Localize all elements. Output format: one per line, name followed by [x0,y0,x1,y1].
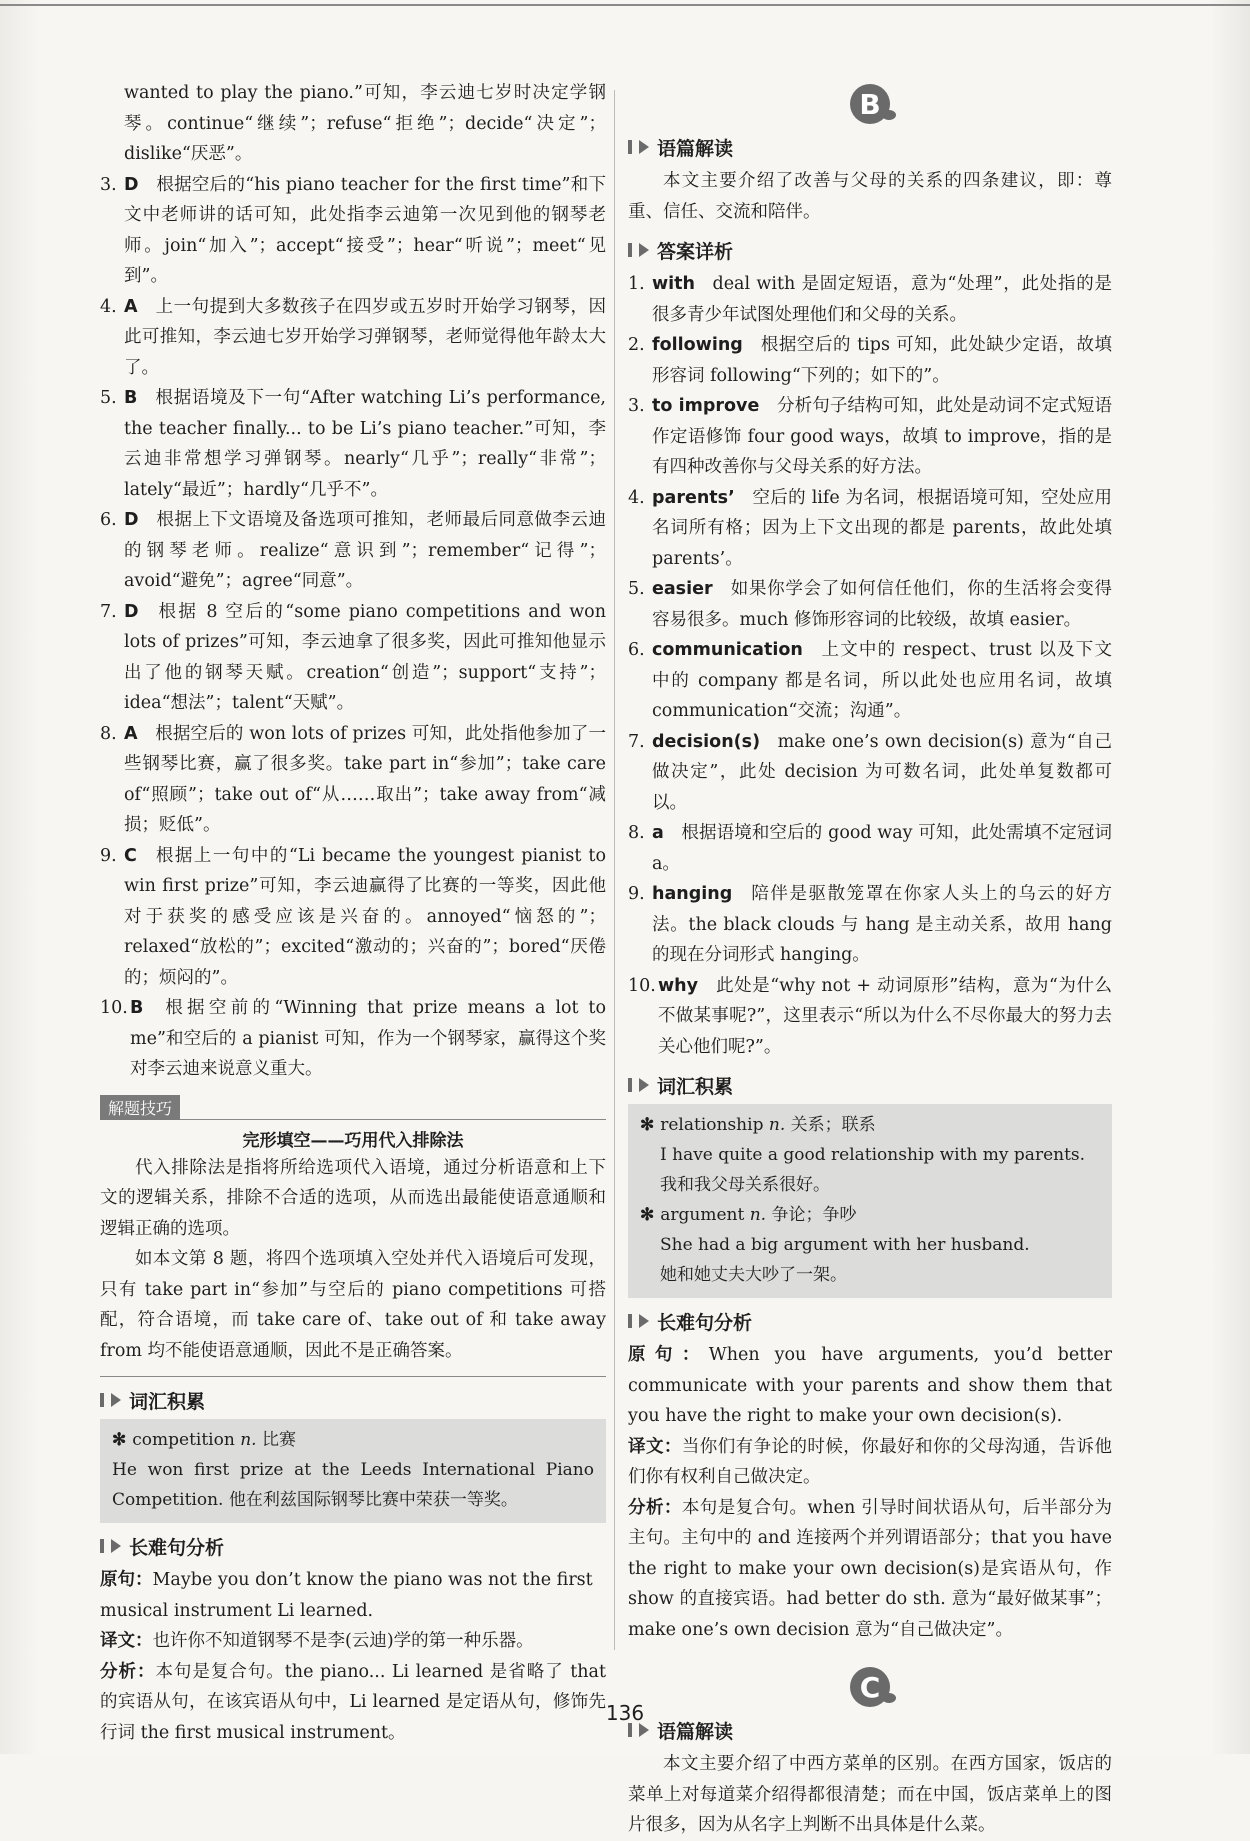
translation-text: 也许你不知道钢琴不是李(云迪)学的第一种乐器。 [152,1631,534,1651]
answer-explanation: 根据空后的 tips 可知，此处缺少定语，故填形容词 following“下列的；如下的”。 [652,335,1112,386]
answer-explanation: 根据语境及下一句“After watching Li’s performance, the teacher finally... to be Li’s piano teacher.”可知，李云迪非常想学习弹钢琴。nearly“几乎”；really“非常”；lately“最近”；hardly“几乎不”。 [124,388,606,500]
answer-key: A [124,723,138,744]
translation-label: 译文： [628,1436,682,1457]
answer-explanation: 如果你学会了如何信任他们，你的生活将会变得容易很多。much 修饰形容词的比较级，故填 easier。 [652,579,1112,630]
answer-key: to improve [652,396,760,416]
reading-heading-text: 语篇解读 [657,1720,734,1743]
vocab-heading-text: 词汇积累 [129,1390,206,1413]
section-arrow-icon [639,140,649,154]
answer-number: 4. [628,487,645,508]
answer-explanation: 分析句子结构可知，此处是动词不定式短语作定语修饰 four good ways，故填 to improve，指的是有四种改善你与父母关系的好方法。 [652,396,1112,477]
tip-title: 完形填空——巧用代入排除法 [242,1130,464,1151]
sentence-heading [100,1531,606,1561]
vocab-heading [100,1385,606,1415]
answer-gap [732,884,750,904]
asterisk-icon: ✻ [112,1430,127,1450]
answer-item [100,170,606,292]
section-marker-icon [628,243,632,257]
answer-explanation: make one’s own decision(s) 意为“自己做决定”，此处 decision 为可数名词，此处单复数都可以。 [652,731,1112,813]
answer-explanation: 根据 8 空后的“some piano competitions and won lots of prizes”可知，李云迪拿了很多奖，因此可推知他显示出了他的钢琴天赋。creation“创造”；support“支持”；idea“想法”；talent“天赋”。 [124,601,606,713]
answer-key: A [124,296,138,317]
answer-heading [628,235,1112,265]
vocab-box [100,1419,606,1523]
asterisk-icon: ✻ [640,1115,655,1135]
right-column [628,84,1112,1841]
section-arrow-icon [639,1314,649,1328]
answer-gap [139,602,157,622]
answer-item [628,818,1112,879]
vocab-word: competition [132,1430,235,1450]
vocab-example: I have quite a good relationship with my parents. [660,1145,1086,1165]
section-arrow-icon [111,1539,121,1553]
answer-key: communication [652,640,803,660]
answer-item [628,330,1112,391]
top-rule [0,4,1250,6]
tip-tag: 解题技巧 [100,1095,180,1120]
answer-key: a [652,823,664,843]
answer-explanation: 根据上下文语境及备选项可推知，老师最后同意做李云迪的钢琴老师。realize“意识到”；remember“记得”；avoid“避免”；agree“同意”。 [124,510,606,591]
answer-explanation: 此处是“why not + 动词原形”结构，意为“为什么不做某事呢?”，这里表示“所以为什么不尽你最大的努力去关心他们呢?”。 [658,975,1112,1057]
answer-key: with [652,274,695,294]
tip-section [100,1085,606,1378]
answer-gap [137,846,155,866]
vocab-entry [640,1200,1100,1230]
sentence-heading-right [628,1306,1112,1336]
answer-number: 5. [100,388,117,408]
answer-gap [137,388,155,408]
translation [100,1626,606,1657]
vocab-example-cn: 我和我父母关系很好。 [660,1175,830,1195]
asterisk-icon: ✻ [640,1205,655,1225]
answer-key: following [652,335,743,355]
answer-key: why [658,975,699,996]
answer-number: 9. [100,845,117,866]
vocab-word: argument [660,1205,745,1225]
answer-key: D [124,174,139,195]
answer-gap [138,724,156,744]
answer-gap [698,976,716,996]
vocab-example: She had a big argument with her husband. [660,1235,1030,1255]
answer-item [100,292,606,384]
answer-key: B [124,388,138,408]
original-sentence [100,1565,606,1626]
answer-gap [713,579,731,599]
answer-gap [143,998,161,1018]
section-arrow-icon [639,1723,649,1737]
answer-item [628,971,1112,1063]
tip-paragraph-1: 代入排除法是指将所给选项代入语境，通过分析语意和上下文的逻辑关系，排除不合适的选项，从而选出最能使语意通顺和逻辑正确的选项。 [100,1157,606,1239]
answer-number: 10. [628,975,656,996]
analysis-text: 本句是复合句。when 引导时间状语从句，后半部分为主句。主句中的 and 连接两个并列谓语部分；that you have the right to make your own decision(s)是宾语从句，作 show 的直接宾语。had better do sth. 意为“最好做某事”；make one’s own decision 意为“自己做决定”。 [628,1497,1112,1640]
answer-explanation: 根据空前的“Winning that prize means a lot to me”和空后的 a pianist 可知，作为一个钢琴家，赢得这个奖对李云迪来说意义重大。 [130,998,606,1079]
vocab-heading-text: 词汇积累 [657,1075,734,1098]
answer-gap [743,335,761,355]
vocab-box-right [628,1104,1112,1298]
answer-item [100,719,606,841]
answer-number: 4. [100,296,117,317]
vocab-meaning: 比赛 [261,1430,296,1450]
analysis-label: 分析： [628,1497,682,1518]
vocab-meaning: 关系；联系 [790,1115,876,1135]
answer-key: C [124,845,137,866]
answer-number: 7. [628,731,645,752]
section-marker-icon [628,1078,632,1092]
section-marker-icon [628,1314,632,1328]
answer-explanation: 陪伴是驱散笼罩在你家人头上的乌云的好方法。the black clouds 与 hang 是主动关系，故用 hang 的现在分词形式 hanging。 [652,884,1112,965]
answer-number: 1. [628,274,645,294]
answer-explanation: 根据空后的 won lots of prizes 可知，此处指他参加了一些钢琴比赛，赢了很多奖。take part in“参加”；take care of“照顾”；take out of“从……取出”；take away from“减损；贬低”。 [124,723,606,835]
answer-gap [803,640,821,660]
reading-summary-c: 本文主要介绍了中西方菜单的区别。在西方国家，饭店的菜单上对每道菜介绍得都很清楚；而在中国，饭店菜单上的图片很多，因为从名字上判断不出具体是什么菜。 [628,1754,1112,1835]
translation-text: 当你们有争论的时候，你最好和你的父母沟通，告诉他们你有权利自己做决定。 [628,1436,1112,1487]
original-text: When you have arguments, you’d better communicate with your parents and show them that you have the right to make your own decision(s). [628,1345,1112,1426]
answer-item [628,574,1112,635]
answer-gap [759,396,777,416]
vocab-meaning: 争论；争吵 [771,1205,857,1225]
vocab-pos: n. [768,1115,786,1135]
answer-explanation: 空后的 life 为名词，根据语境可知，空处应用名词所有格；因为上下文出现的都是 parents，故此处填 parents’。 [652,487,1112,569]
vocab-pos: n. [240,1430,257,1450]
column-divider [614,90,615,1650]
section-marker-icon [100,1393,104,1407]
section-arrow-icon [639,243,649,257]
translation-label: 译文： [100,1631,153,1651]
answer-number: 5. [628,579,645,599]
section-c-badge: C [850,1667,890,1707]
answer-number: 6. [628,640,645,660]
tip-bottom-rule [100,1376,606,1377]
vocab-example: He won first prize at the Leeds International Piano Competition. 他在利兹国际钢琴比赛中荣获一等奖。 [112,1460,594,1510]
answer-key: B [130,998,144,1018]
answer-number: 7. [100,601,117,622]
section-marker-icon [100,1539,104,1553]
answer-explanation: deal with 是固定短语，意为“处理”，此处指的是很多青少年试图处理他们和父母的关系。 [652,274,1112,325]
answer-number: 3. [628,396,645,416]
answer-explanation: 上一句提到大多数孩子在四岁或五岁时开始学习钢琴，因此可推知，李云迪七岁开始学习弹钢琴，老师觉得他年龄太大了。 [124,296,606,378]
vocab-entry [112,1425,594,1455]
original-text: Maybe you don’t know the piano was not the first musical instrument Li learned. [100,1570,593,1621]
answer-number: 6. [100,510,117,530]
analysis-text: 本句是复合句。the piano... Li learned 是省略了 that 的宾语从句，在该宾语从句中，Li learned 是定语从句，修饰先行词 the first musical instrument。 [100,1661,607,1743]
answer-item [628,269,1112,330]
vocab-example-cn: 她和她丈夫大吵了一架。 [660,1265,847,1285]
answer-gap [760,732,778,752]
answer-number: 3. [100,174,117,195]
answer-key: decision(s) [652,731,761,752]
original-label: 原句： [628,1345,709,1365]
original-sentence [628,1340,1112,1432]
reading-heading-text: 语篇解读 [657,137,734,160]
answer-item [100,597,606,719]
answer-number: 8. [628,823,645,843]
answer-heading-text: 答案详析 [657,240,734,263]
vocab-heading-right [628,1070,1112,1100]
vocab-word: relationship [660,1115,764,1135]
translation [628,1432,1112,1493]
answer-item [100,841,606,994]
answer-key: hanging [652,884,733,904]
answer-gap [139,510,157,530]
tip-paragraph-2: 如本文第 8 题，将四个选项填入空处并代入语境后可发现，只有 take part in“参加”与空后的 piano competitions 可搭配，符合语境，而 take care of、take out of 和 take away from 均不能使语意通顺，因此不是正确答案。 [100,1249,606,1361]
section-arrow-icon [639,1078,649,1092]
answer-item [628,879,1112,971]
answer-number: 2. [628,335,645,355]
section-marker-icon [628,140,632,154]
sentence-heading-text: 长难句分析 [129,1536,225,1559]
sentence-heading-text: 长难句分析 [657,1311,753,1334]
answer-gap [138,297,156,317]
section-b-badge: B [850,84,890,124]
reading-summary: 本文主要介绍了改善与父母的关系的四条建议，即：尊重、信任、交流和陪伴。 [628,171,1112,222]
section-arrow-icon [111,1393,121,1407]
answer-item [628,727,1112,819]
right-answer-list [628,269,1112,1062]
intro-paragraph: wanted to play the piano.”可知，李云迪七岁时决定学钢琴。continue“继续”；refuse“拒绝”；decide“决定”；dislike“厌恶”。 [124,83,606,164]
answer-item [628,391,1112,483]
answer-explanation: 根据语境和空后的 good way 可知，此处需填不定冠词 a。 [652,823,1112,874]
answer-item [628,483,1112,575]
answer-number: 10. [100,998,128,1018]
answer-key: D [124,601,139,622]
analysis-label: 分析： [100,1661,156,1682]
page-number: 136 [605,1701,645,1725]
answer-number: 9. [628,884,645,904]
answer-item [100,383,606,505]
analysis [628,1493,1112,1646]
answer-gap [664,823,682,843]
answer-gap [735,488,753,508]
reading-heading [628,132,1112,162]
vocab-pos: n. [749,1205,767,1225]
answer-key: easier [652,579,713,599]
answer-explanation: 根据上一句中的“Li became the youngest pianist to win first prize”可知，李云迪赢得了比赛的一等奖，因此他对于获奖的感受应该是兴奋的。annoyed“恼怒的”；relaxed“放松的”；excited“激动的；兴奋的”；bored“厌倦的；烦闷的”。 [124,845,606,988]
answer-explanation: 根据空后的“his piano teacher for the first time”和下文中老师讲的话可知，此处指李云迪第一次见到他的钢琴老师。join“加入”；accept“接受”；hear“听说”；meet“见到”。 [124,174,606,286]
answer-item [100,993,606,1085]
section-marker-icon [628,1723,632,1737]
answer-number: 8. [100,723,117,744]
vocab-entry [640,1110,1100,1140]
left-answer-list [100,170,606,1085]
answer-key: D [124,510,139,530]
answer-item [628,635,1112,727]
original-label: 原句： [100,1570,153,1590]
answer-key: parents’ [652,487,735,508]
answer-item [100,505,606,597]
answer-explanation: 上文中的 respect、trust 以及下文中的 company 都是名词，所以此处也应用名词，故填 communication“交流；沟通”。 [652,640,1112,721]
left-column [100,78,606,1748]
answer-gap [695,274,713,294]
answer-gap [139,175,157,195]
